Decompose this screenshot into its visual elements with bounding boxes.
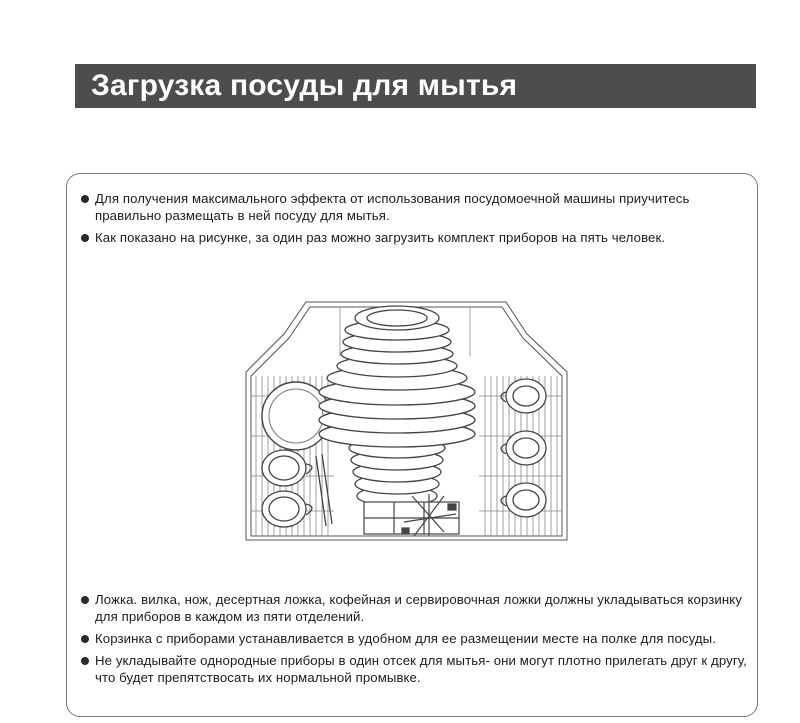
page-title: Загрузка посуды для мытья bbox=[91, 69, 518, 102]
detail-bullet-list bbox=[80, 591, 760, 691]
bullet-item: Для получения максимального эффекта от использования посудомоечной машины приучитесь правильно размещать в ней посуду для мытья. bbox=[80, 190, 740, 224]
bullet-item: Как показано на рисунке, за один раз можно загрузить комплект приборов на пять человек. bbox=[80, 229, 740, 246]
intro-bullet-list bbox=[80, 190, 740, 251]
plate-stack bbox=[319, 306, 475, 506]
cups-right bbox=[501, 379, 546, 517]
dishwasher-rack-illustration bbox=[244, 296, 569, 548]
section-title-bar bbox=[75, 64, 756, 108]
bullet-item: Ложка. вилка, нож, десертная ложка, кофейная и сервировочная ложки должны укладываться корзинку для приборов в каждом из пяти отделений. bbox=[80, 591, 760, 625]
bowls-left bbox=[262, 450, 332, 527]
bullet-item: Не укладывайте однородные приборы в один отсек для мытья- они могут плотно прилегать друг к другу, что будет препятствосать их нормальной промывке. bbox=[80, 652, 760, 686]
bullet-item: Корзинка с приборами устанавливается в удобном для ее размещении месте на полке для посуды. bbox=[80, 630, 760, 647]
